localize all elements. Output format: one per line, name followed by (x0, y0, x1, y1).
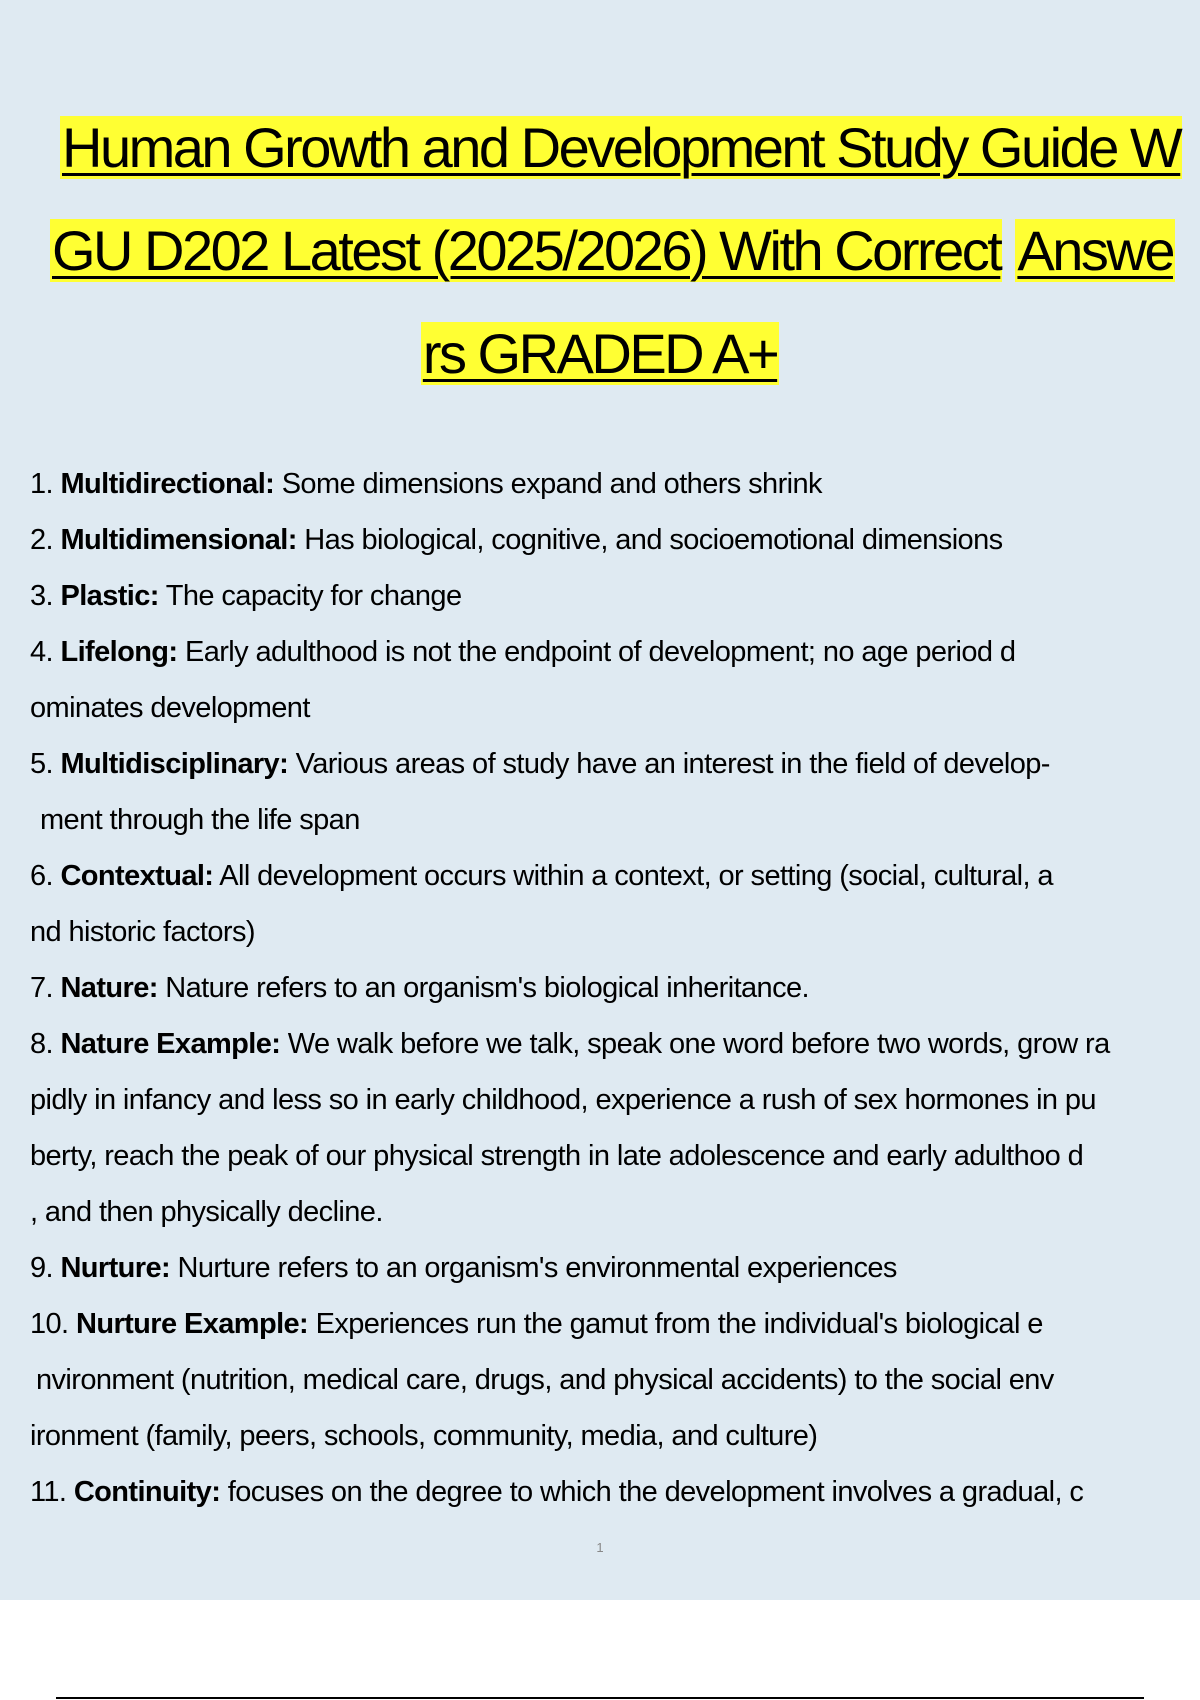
item-definition: Nature refers to an organism's biological inheritance. (165, 972, 809, 1004)
item-term: Multidimensional: (60, 524, 297, 556)
item-definition: Various areas of study have an interest in the field of develop- (295, 748, 1050, 780)
item-number: 7. (30, 972, 53, 1004)
item-term: Multidirectional: (60, 468, 275, 500)
item-number: 11. (30, 1476, 67, 1508)
title-line-2 (50, 215, 1200, 287)
item-number: 2. (30, 524, 53, 556)
item-number: 10. (30, 1308, 69, 1340)
list-item (30, 960, 1190, 1016)
title-text-1: Human Growth and Development Study Guide W (62, 116, 1181, 179)
item-term: Contextual: (60, 860, 214, 892)
item-definition: Nurture refers to an organism's environmental experiences (177, 1252, 897, 1284)
item-definition: Has biological, cognitive, and socioemotional dimensions (304, 524, 1003, 556)
item-term: Nurture: (60, 1252, 171, 1284)
item-continuation: ment through the life span (40, 804, 360, 836)
page-number: 1 (596, 1540, 604, 1555)
list-item (30, 1016, 1190, 1072)
list-item (30, 456, 1190, 512)
item-number: 8. (30, 1028, 53, 1060)
title-line-1 (60, 112, 1200, 184)
item-definition: We walk before we talk, speak one word before two words, grow ra (287, 1028, 1110, 1060)
item-number: 9. (30, 1252, 53, 1284)
item-term: Nurture Example: (75, 1308, 309, 1340)
item-definition: focuses on the degree to which the development involves a gradual, c (227, 1476, 1084, 1508)
list-item (30, 568, 1190, 624)
item-continuation: , and then physically decline. (30, 1196, 383, 1228)
divider-line (56, 1697, 1144, 1699)
title-text-3: rs GRADED A+ (422, 322, 778, 385)
list-item (30, 1296, 1190, 1352)
item-continuation: ominates development (30, 692, 310, 724)
list-item (30, 848, 1190, 904)
item-term: Continuity: (73, 1476, 221, 1508)
item-number: 1. (30, 468, 53, 500)
item-term: Multidisciplinary: (60, 748, 289, 780)
item-term: Lifelong: (60, 636, 178, 668)
title-line-3 (0, 318, 1200, 390)
title-text-2a: GU D202 Latest (2025/2026) With Correct (52, 219, 1001, 282)
item-continuation: ironment (family, peers, schools, community, media, and culture) (30, 1420, 818, 1452)
list-item (30, 512, 1190, 568)
item-term: Nature Example: (60, 1028, 281, 1060)
item-definition: Some dimensions expand and others shrink (281, 468, 822, 500)
item-number: 3. (30, 580, 53, 612)
list-item (30, 1464, 1190, 1520)
item-continuation: berty, reach the peak of our physical strength in late adolescence and early adulthoo d (30, 1140, 1084, 1172)
list-item (30, 624, 1190, 680)
item-number: 4. (30, 636, 53, 668)
item-continuation: nvironment (nutrition, medical care, drugs, and physical accidents) to the social env (36, 1364, 1054, 1396)
item-continuation: nd historic factors) (30, 916, 255, 948)
title-text-2b: Answe (1017, 219, 1173, 282)
item-definition: The capacity for change (165, 580, 462, 612)
list-item (30, 736, 1190, 792)
item-definition: Experiences run the gamut from the individual's biological e (315, 1308, 1043, 1340)
item-definition: All development occurs within a context, or setting (social, cultural, a (219, 860, 1053, 892)
item-number: 5. (30, 748, 53, 780)
list-item (30, 1240, 1190, 1296)
item-continuation: pidly in infancy and less so in early childhood, experience a rush of sex hormones in pu (30, 1084, 1096, 1116)
study-items-list (30, 456, 1190, 1520)
item-term: Plastic: (60, 580, 159, 612)
item-definition: Early adulthood is not the endpoint of development; no age period d (184, 636, 1016, 668)
item-number: 6. (30, 860, 53, 892)
item-term: Nature: (60, 972, 158, 1004)
